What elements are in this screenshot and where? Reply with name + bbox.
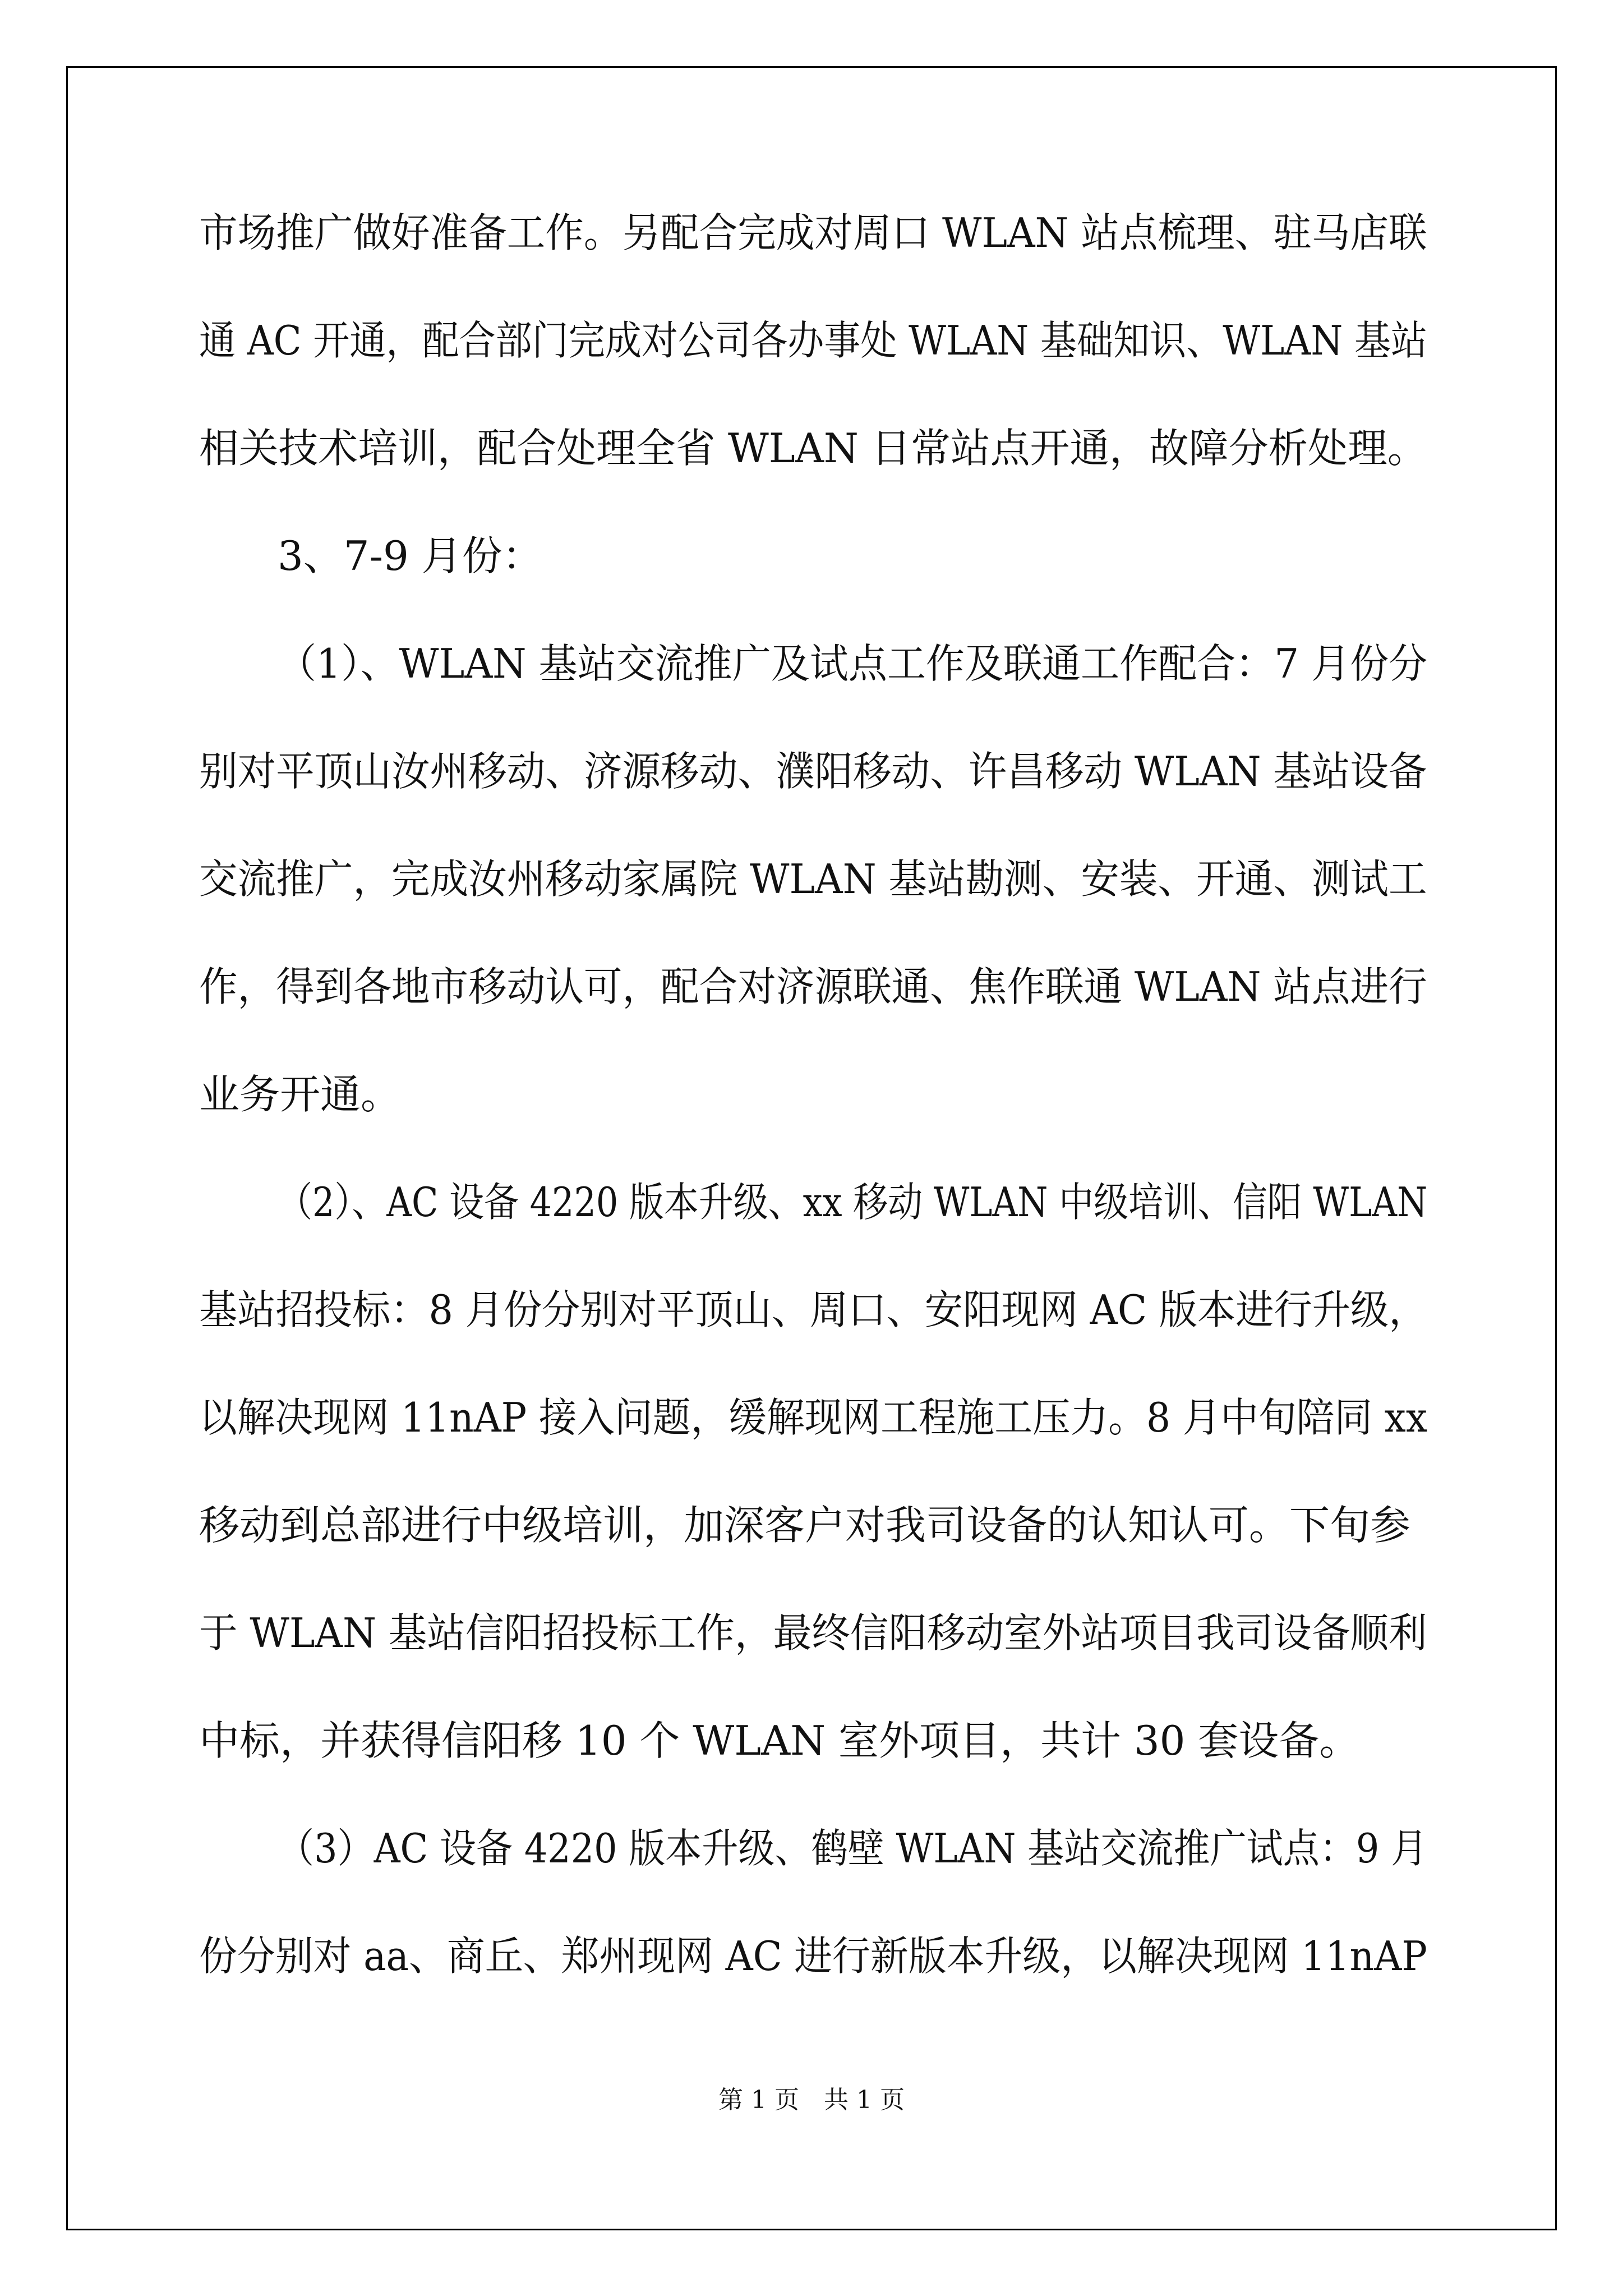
page-number: 第 1 页 共 1 页: [718, 2086, 905, 2114]
text-line: 于 WLAN 基站信阳招投标工作，最终信阳移动室外站项目我司设备顺利: [199, 1609, 1427, 1657]
page-border: [66, 66, 1557, 2230]
text-line: 业务开通。: [199, 1071, 402, 1118]
text-line: （2）、AC 设备 4220 版本升级、xx 移动 WLAN 中级培训、信阳 WLAN: [278, 1179, 1428, 1226]
text-line: 基站招投标：8 月份分别对平顶山、周口、安阳现网 AC 版本进行升级，: [199, 1286, 1427, 1333]
text-line: 以解决现网 11nAP 接入问题，缓解现网工程施工压力。8 月中旬陪同 xx: [199, 1394, 1427, 1441]
text-line: （3）AC 设备 4220 版本升级、鹤壁 WLAN 基站交流推广试点：9 月: [278, 1825, 1428, 1872]
text-line: 别对平顶山汝州移动、济源移动、濮阳移动、许昌移动 WLAN 基站设备: [199, 748, 1427, 795]
text-line: 通 AC 开通，配合部门完成对公司各办事处 WLAN 基础知识、WLAN 基站: [199, 317, 1428, 364]
text-line: 份分别对 aa、商丘、郑州现网 AC 进行新版本升级，以解决现网 11nAP: [199, 1932, 1427, 1980]
page-footer: [0, 2083, 1623, 2117]
section-heading: 3、7-9 月份：: [278, 532, 543, 579]
text-line: 作，得到各地市移动认可，配合对济源联通、焦作联通 WLAN 站点进行: [199, 963, 1427, 1010]
text-line: 中标，并获得信阳移 10 个 WLAN 室外项目，共计 30 套设备。: [199, 1717, 1360, 1764]
text-line: 相关技术培训，配合处理全省 WLAN 日常站点开通，故障分析处理。: [199, 425, 1427, 472]
text-line: 移动到总部进行中级培训，加深客户对我司设备的认知认可。下旬参: [199, 1502, 1411, 1549]
text-line: （1）、WLAN 基站交流推广及试点工作及联通工作配合：7 月份分: [278, 640, 1428, 687]
text-line: 交流推广，完成汝州移动家属院 WLAN 基站勘测、安装、开通、测试工: [199, 855, 1427, 903]
text-line: 市场推广做好准备工作。另配合完成对周口 WLAN 站点梳理、驻马店联: [199, 209, 1427, 256]
